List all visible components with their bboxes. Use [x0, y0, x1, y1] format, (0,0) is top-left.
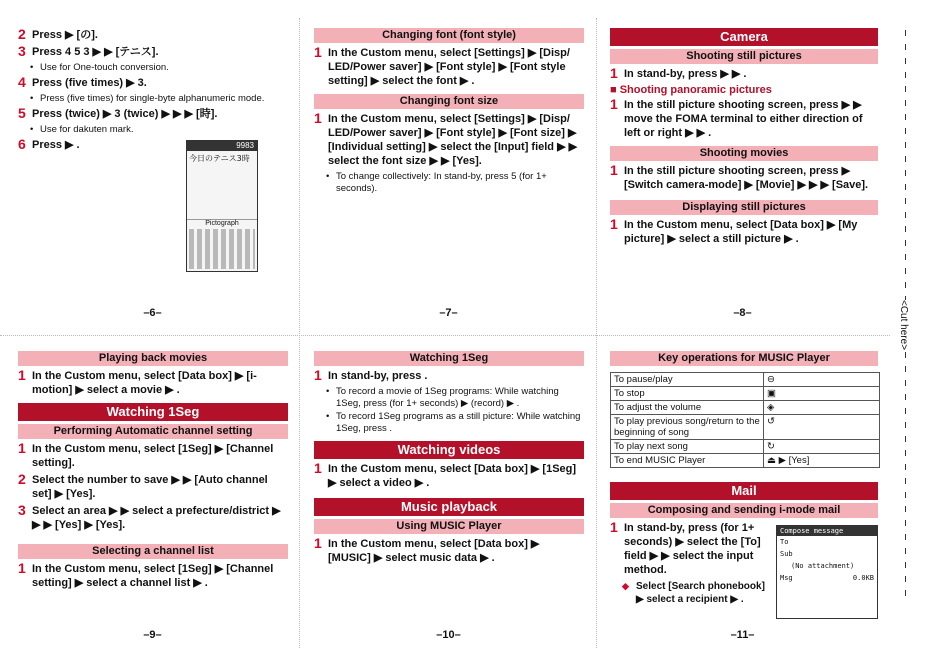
chapter-title: Watching 1Seg [18, 403, 288, 421]
status-bar: 9983 [187, 141, 257, 151]
step-1: 1 In the Custom menu, select [1Seg] ▶ [Channel setting] ▶ select a channel list ▶ . [18, 560, 274, 589]
step-2: 2 Select the number to save ▶ ▶ [Auto channel set] ▶ [Yes]. [18, 471, 268, 500]
section-header: Shooting still pictures [610, 49, 878, 64]
step-1: 1 In the still picture shooting screen, press ▶ ▶ move the FOMA terminal to either direction of left or right ▶ ▶ . [610, 96, 863, 139]
step-5: 5 Press (twice) ▶ 3 (twice) ▶ ▶ ▶ [時]. [18, 105, 218, 121]
msg-size: 0.0KB [852, 574, 874, 582]
step-1: 1 In the Custom menu, select [Data box] ▶ [My picture] ▶ select a still picture ▶ . [610, 216, 858, 245]
table-row: To end MUSIC Player ⏏ ▶ [Yes] [611, 454, 880, 468]
section-header: Playing back movies [18, 351, 288, 366]
section-header: Shooting movies [610, 146, 878, 161]
compose-message-screen [776, 525, 878, 619]
page-number: –10– [436, 629, 461, 641]
section-header: Selecting a channel list [18, 544, 288, 559]
key-operations-table [610, 372, 880, 468]
table-row: To play next song ↻ [611, 440, 880, 454]
page-8 [610, 28, 878, 249]
cut-here-label: <Cut here> [898, 300, 909, 351]
table-row: To pause/play ⊖ [611, 373, 880, 387]
phone-screen-pictograph [186, 140, 258, 272]
note: • Use for dakuten mark. [18, 124, 303, 136]
step-1: 1 In the Custom menu, select [Settings] ▶ [Disp/ LED/Power saver] ▶ [Font style] ▶ [Font size] ▶ [Individual setting] ▶ select the [Input] field ▶ ▶ select the font size ▶ ▶ [Yes]. [314, 110, 578, 167]
section-header: Key operations for MUSIC Player [610, 351, 878, 366]
page-10 [314, 351, 584, 568]
msg-label: Msg [780, 574, 793, 582]
section-header: Changing font size [314, 94, 584, 109]
section-header: Changing font (font style) [314, 28, 584, 43]
section-header: Watching 1Seg [314, 351, 584, 366]
chapter-title: Watching videos [314, 441, 584, 459]
chapter-title: Music playback [314, 498, 584, 516]
section-header: Performing Automatic channel setting [18, 424, 288, 439]
sub-option: ◆ Select [Search phonebook] ▶ select a recipient ▶ . [610, 580, 771, 606]
page-number: –11– [730, 629, 755, 641]
step-3: 3 Select an area ▶ ▶ select a prefecture/district ▶ ▶ ▶ [Yes] ▶ [Yes]. [18, 502, 281, 531]
phone-input-text: 今日のテニス3時 [189, 154, 250, 163]
step-4: 4 Press (five times) ▶ 3. [18, 74, 147, 90]
section-header: Displaying still pictures [610, 200, 878, 215]
note: • To record a movie of 1Seg programs: While watching 1Seg, press (for 1+ seconds) ▶ (record) ▶ . [314, 386, 584, 410]
step-1: 1 In the still picture shooting screen, press ▶ [Switch camera-mode] ▶ [Movie] ▶ ▶ ▶ [Save]. [610, 162, 869, 191]
section-header: Using MUSIC Player [314, 519, 584, 534]
step-1: 1 In stand-by, press (for 1+ seconds) ▶ select the [To] field ▶ ▶ select the input method. [610, 519, 761, 576]
chapter-title: Mail [610, 482, 878, 500]
pictograph-label: Pictograph [187, 219, 257, 227]
page-number: –6– [143, 307, 162, 319]
page-6 [18, 26, 303, 155]
section-header: Composing and sending i-mode mail [610, 503, 878, 518]
page-9 [18, 351, 288, 593]
step-2: 2 Press ▶ [の]. [18, 26, 98, 42]
divider-2 [596, 18, 597, 648]
to-label: To [780, 538, 789, 546]
note: • Press (five times) for single-byte alphanumeric mode. [18, 93, 290, 105]
note: • To record 1Seg programs as a still picture: While watching 1Seg, press . [314, 411, 584, 435]
note: • To change collectively: In stand-by, press 5 (for 1+ seconds). [314, 171, 584, 195]
screen-title: Compose message [777, 526, 877, 536]
step-1: 1 In stand-by, press . [314, 367, 428, 383]
step-3: 3 Press 4 5 3 ▶ ▶ [テニス]. [18, 43, 159, 59]
sub-label: Sub [780, 550, 793, 558]
page-number: –9– [143, 629, 162, 641]
page-7 [314, 28, 584, 196]
step-1: 1 In the Custom menu, select [Data box] ▶ [i-motion] ▶ select a movie ▶ . [18, 367, 257, 396]
step-6: 6 Press ▶ . [18, 136, 80, 152]
page-number: –8– [733, 307, 752, 319]
step-1: 1 In the Custom menu, select [Data box] ▶ [1Seg] ▶ select a video ▶ . [314, 460, 577, 489]
step-1: 1 In the Custom menu, select [1Seg] ▶ [Channel setting]. [18, 440, 274, 469]
note: • Use for One-touch conversion. [18, 62, 303, 74]
chapter-title: Camera [610, 28, 878, 46]
page-number: –7– [439, 307, 458, 319]
step-1: 1 In the Custom menu, select [Settings] ▶ [Disp/ LED/Power saver] ▶ [Font style] ▶ [Font style setting] ▶ select the font ▶ . [314, 44, 570, 87]
subheading: ■ Shooting panoramic pictures [610, 84, 878, 96]
divider-horizontal [0, 335, 890, 336]
attachment-label: (No attachment) [791, 562, 855, 570]
table-row: To adjust the volume ◈ [611, 401, 880, 415]
pictograph-grid [189, 229, 255, 269]
step-1: 1 In stand-by, press ▶ ▶ . [610, 65, 747, 81]
table-row: To stop ▣ [611, 387, 880, 401]
table-row: To play previous song/return to the beginning of song ↺ [611, 415, 880, 440]
step-1: 1 In the Custom menu, select [Data box] ▶ [MUSIC] ▶ select music data ▶ . [314, 535, 540, 564]
